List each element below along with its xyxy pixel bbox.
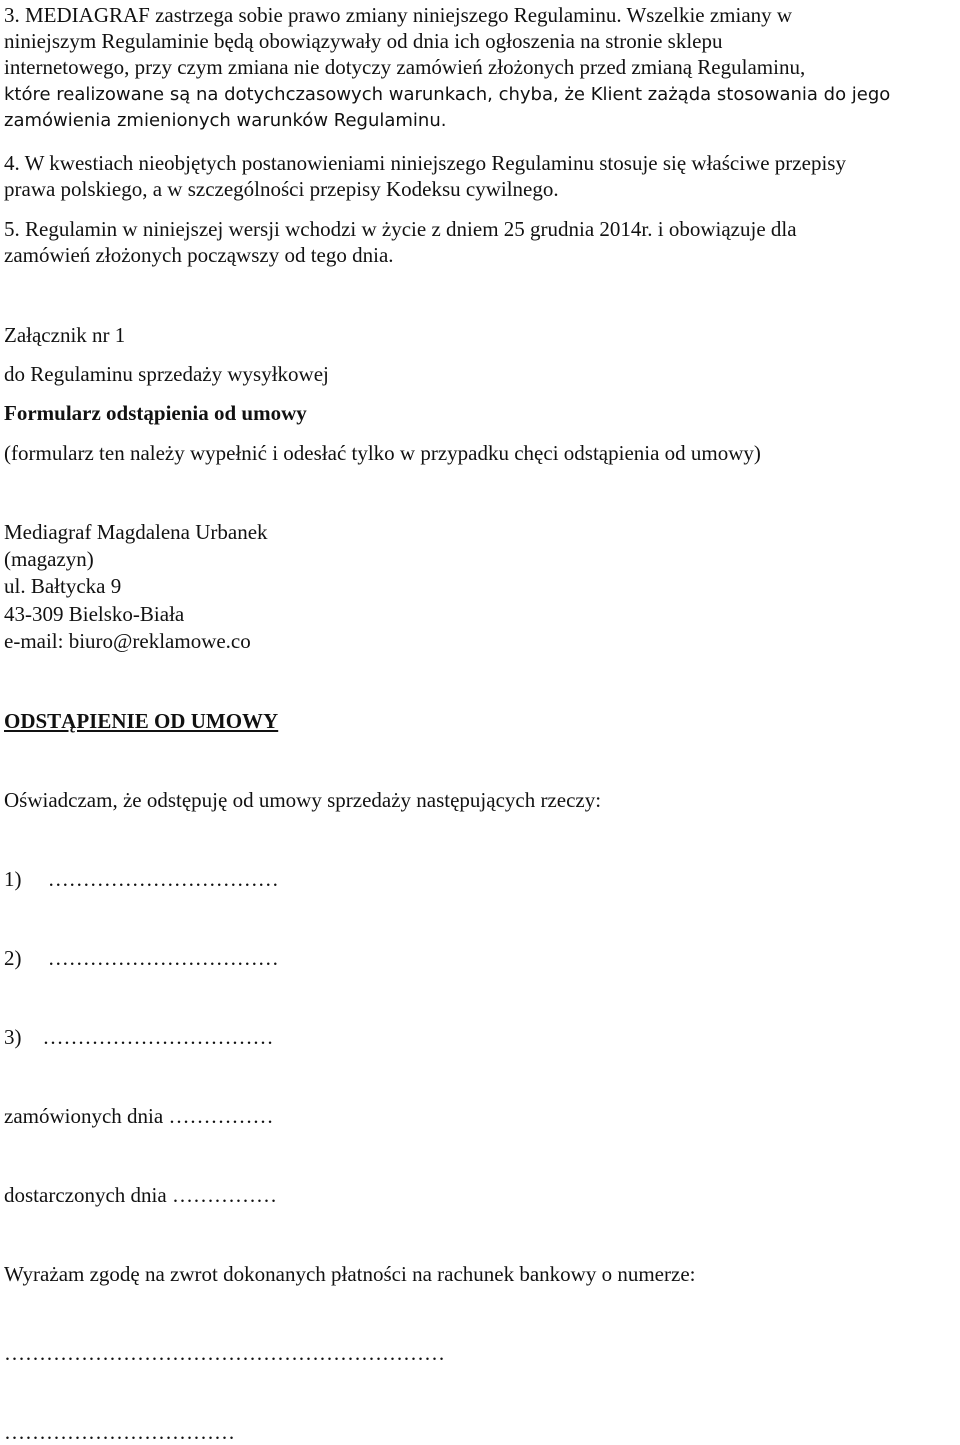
- address-city: 43-309 Bielsko-Biała: [4, 602, 185, 626]
- form-instruction: (formularz ten należy wypełnić i odesłać tylko w przypadku chęci odstąpienia od umowy): [4, 441, 761, 465]
- item-3-line: 3) ……………………………: [4, 1025, 274, 1049]
- delivered-date-line: dostarczonych dnia ……………: [4, 1183, 277, 1207]
- item-2-line: 2) ……………………………: [4, 946, 279, 970]
- rule-3-line-1: 3. MEDIAGRAF zastrzega sobie prawo zmiany niniejszego Regulaminu. Wszelkie zmiany w: [4, 3, 793, 27]
- annex-number: Załącznik nr 1: [4, 323, 126, 347]
- rule-3-line-4: które realizowane są na dotychczasowych warunkach, chyba, że Klient zażąda stosowania do jego: [4, 84, 891, 105]
- rule-4-line-2: prawa polskiego, a w szczególności przepisy Kodeksu cywilnego.: [4, 177, 559, 201]
- item-1-line: 1) ……………………………: [4, 867, 279, 891]
- rule-4-line-1: 4. W kwestiach nieobjętych postanowieniami niniejszego Regulaminu stosuje się właściwe przepisy: [4, 151, 846, 175]
- address-street: ul. Bałtycka 9: [4, 574, 122, 598]
- rule-5-line-1: 5. Regulamin w niniejszej wersji wchodzi w życie z dniem 25 grudnia 2014r. i obowiązuje dla: [4, 217, 797, 241]
- declaration-text: Oświadczam, że odstępuję od umowy sprzedaży następujących rzeczy:: [4, 788, 602, 812]
- rule-3-line-5: zamówienia zmienionych warunków Regulaminu.: [4, 110, 447, 131]
- account-number-line-2: ……………………………: [4, 1420, 235, 1444]
- address-note: (magazyn): [4, 547, 94, 571]
- annex-subtitle: do Regulaminu sprzedaży wysyłkowej: [4, 362, 329, 386]
- account-number-line-1: ………………………………………………………: [4, 1341, 445, 1365]
- address-email: e-mail: biuro@reklamowe.co: [4, 629, 251, 653]
- rule-3-line-2: niniejszym Regulaminie będą obowiązywały od dnia ich ogłoszenia na stronie sklepu: [4, 29, 723, 53]
- address-name: Mediagraf Magdalena Urbanek: [4, 520, 268, 544]
- withdrawal-heading: ODSTĄPIENIE OD UMOWY: [4, 709, 279, 733]
- refund-consent-text: Wyrażam zgodę na zwrot dokonanych płatności na rachunek bankowy o numerze:: [4, 1262, 696, 1286]
- rule-3-line-3: internetowego, przy czym zmiana nie dotyczy zamówień złożonych przed zmianą Regulaminu,: [4, 55, 806, 79]
- ordered-date-line: zamówionych dnia ……………: [4, 1104, 274, 1128]
- rule-5-line-2: zamówień złożonych począwszy od tego dnia.: [4, 243, 394, 267]
- form-title: Formularz odstąpienia od umowy: [4, 401, 307, 425]
